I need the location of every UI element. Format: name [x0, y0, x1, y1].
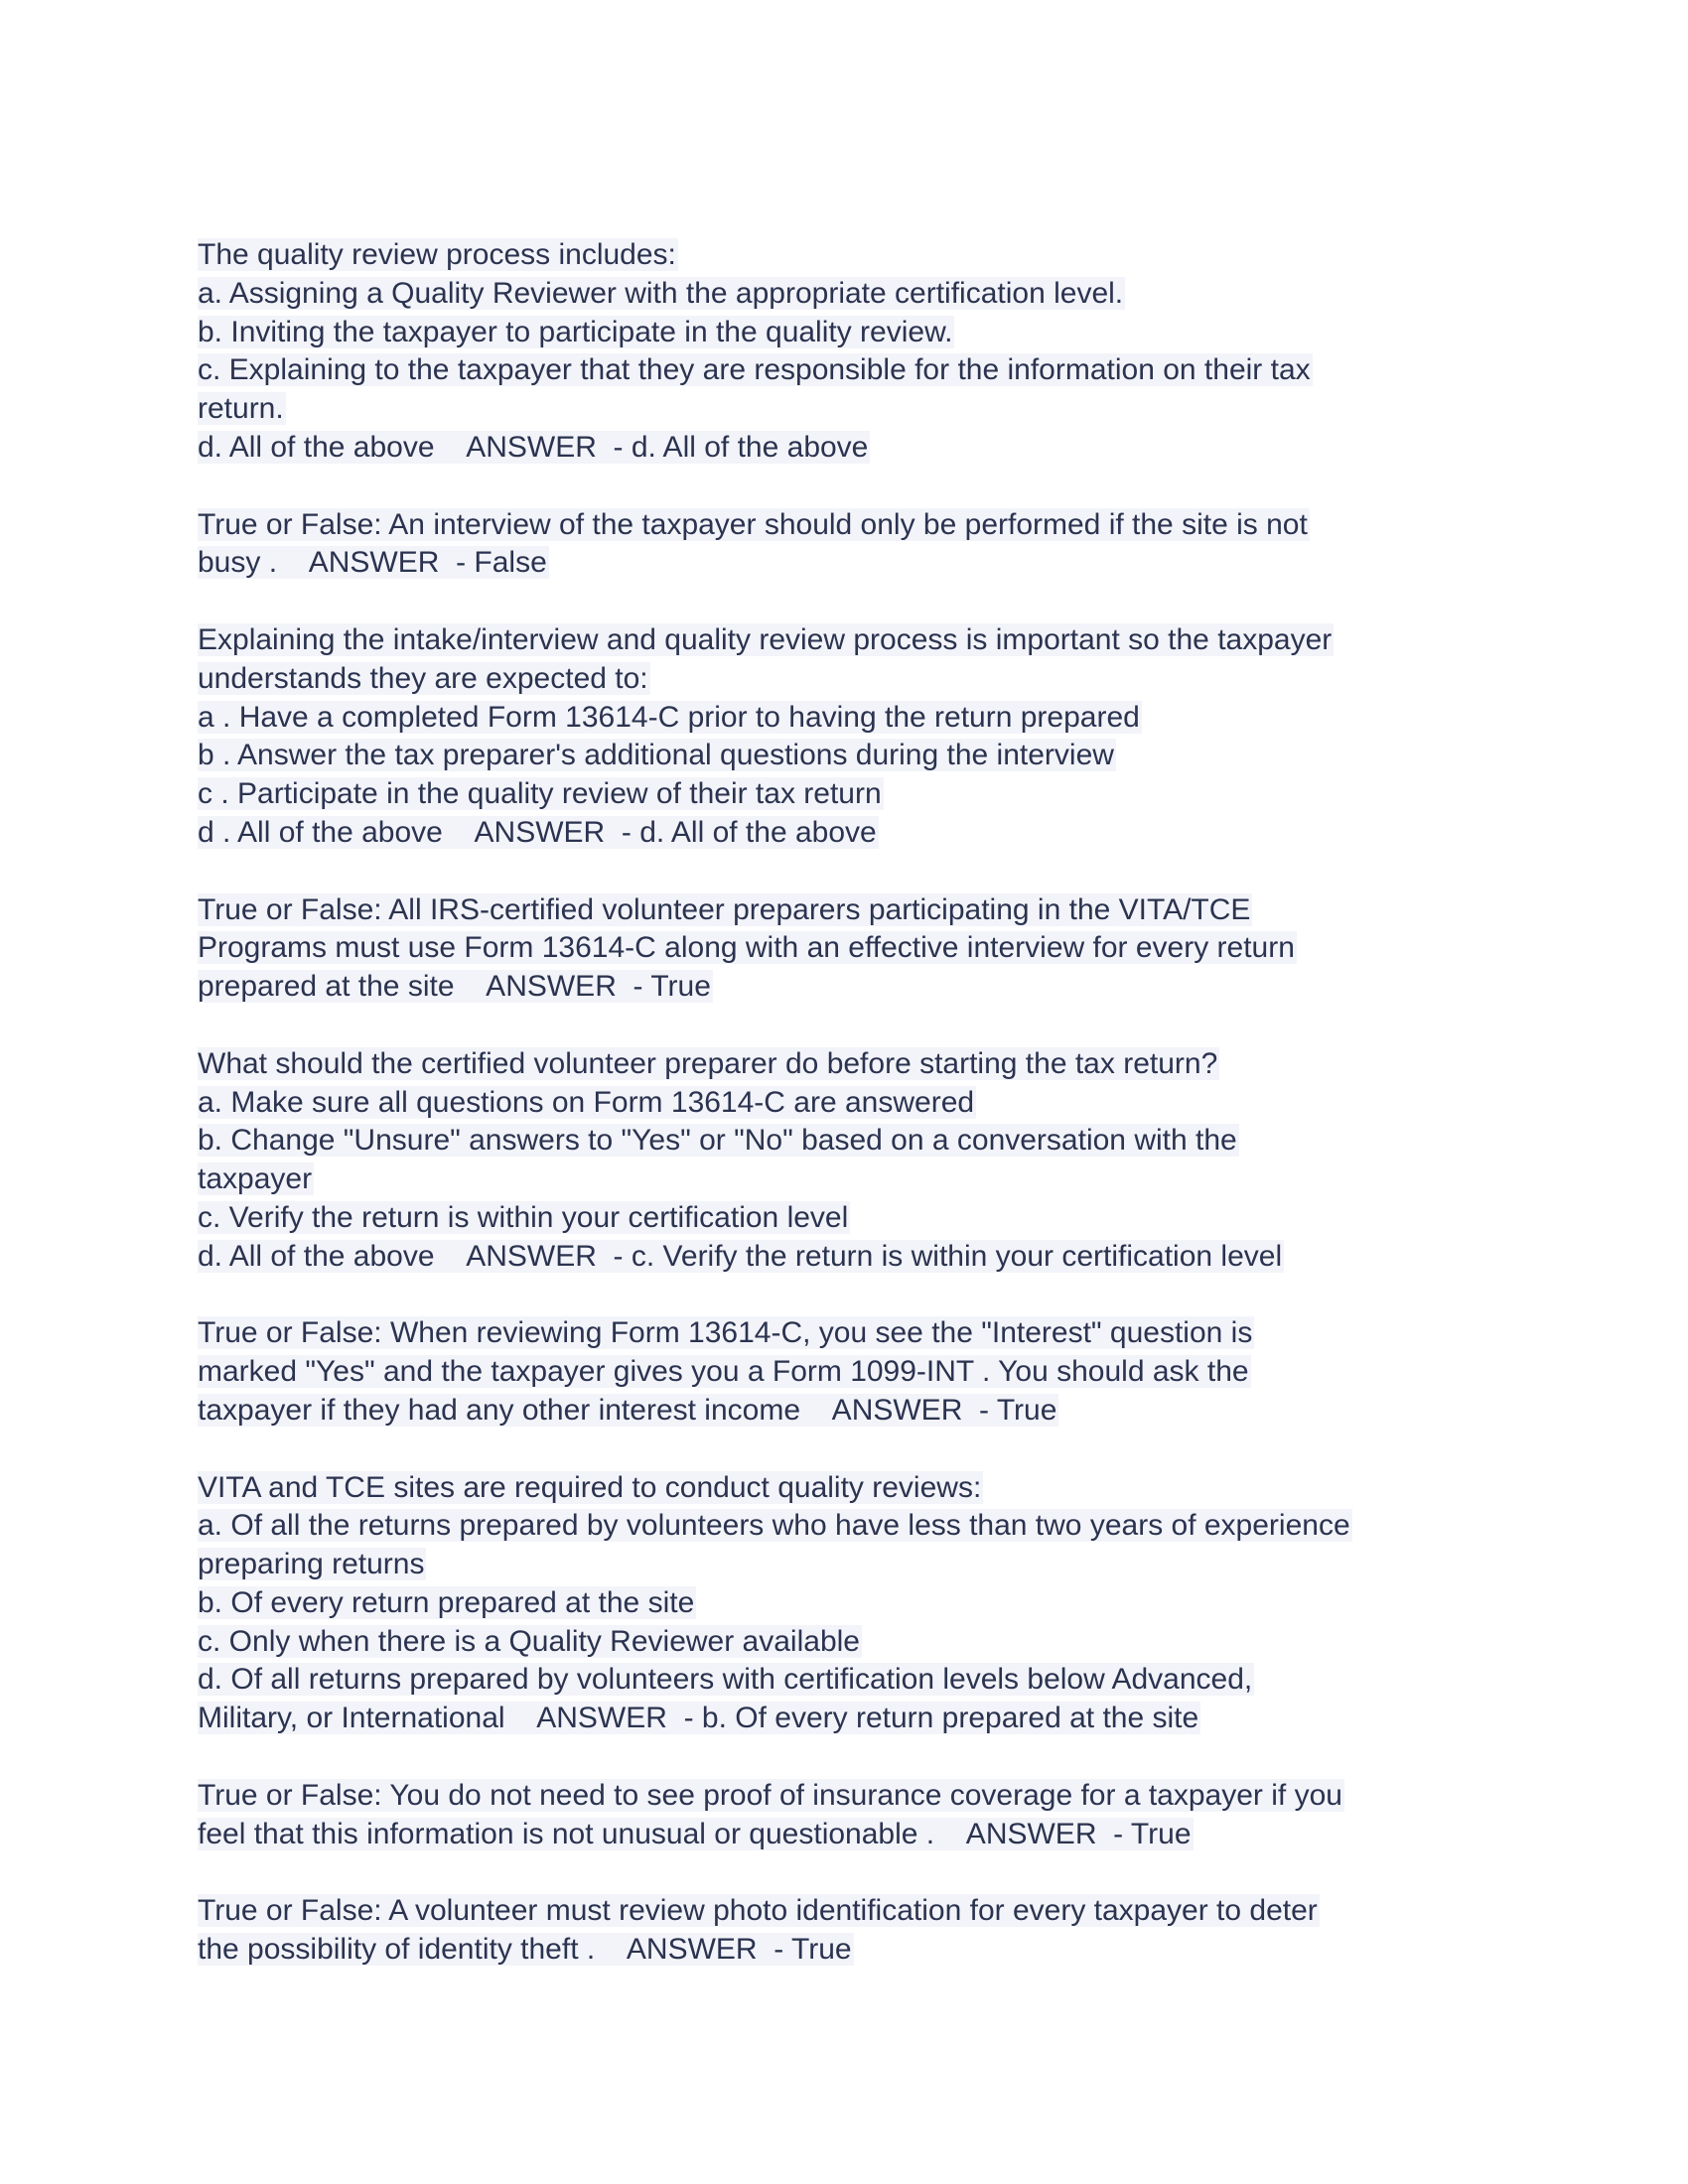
text-line [198, 1238, 1508, 1277]
text-line [198, 814, 1508, 853]
highlighted-text: True or False: All IRS-certified volunteer preparers participating in the VITA/TCE [198, 892, 1251, 926]
text-line [198, 660, 1508, 699]
text-line [198, 351, 1508, 390]
highlighted-text: d. All of the above ANSWER - d. All of the above [198, 430, 869, 464]
text-line [198, 1045, 1508, 1084]
text-line [198, 929, 1508, 968]
highlighted-text: busy . ANSWER - False [198, 546, 547, 580]
highlighted-text: c. Explaining to the taxpayer that they are responsible for the information on their tax [198, 353, 1311, 387]
highlighted-text: d. All of the above ANSWER - c. Verify the return is within your certification level [198, 1239, 1283, 1273]
highlighted-text: b . Answer the tax preparer's additional questions during the interview [198, 739, 1114, 772]
text-line [198, 1584, 1508, 1623]
text-line [198, 1661, 1508, 1700]
text-line [198, 1160, 1508, 1199]
text-line [198, 621, 1508, 660]
text-line [198, 1777, 1508, 1816]
highlighted-text: prepared at the site ANSWER - True [198, 970, 711, 1004]
highlighted-text: d . All of the above ANSWER - d. All of the above [198, 815, 877, 849]
highlighted-text: The quality review process includes: [198, 238, 676, 271]
highlighted-text: a. Of all the returns prepared by volunteers who have less than two years of experience [198, 1509, 1350, 1543]
text-line [198, 1392, 1508, 1431]
highlighted-text: b. Of every return prepared at the site [198, 1585, 695, 1619]
text-line [198, 1700, 1508, 1738]
highlighted-text: understands they are expected to: [198, 661, 648, 695]
text-line [198, 1816, 1508, 1854]
question-block [198, 1469, 1508, 1739]
highlighted-text: Explaining the intake/interview and quality review process is important so the taxpayer [198, 622, 1333, 656]
text-line [198, 275, 1508, 314]
highlighted-text: the possibility of identity theft . ANSWER - True [198, 1933, 852, 1967]
highlighted-text: True or False: When reviewing Form 13614-C, you see the "Interest" question is [198, 1316, 1253, 1350]
text-line [198, 1199, 1508, 1238]
highlighted-text: c . Participate in the quality review of their tax return [198, 777, 882, 811]
highlighted-text: return. [198, 392, 284, 426]
text-line [198, 1546, 1508, 1584]
text-line [198, 1469, 1508, 1508]
question-block [198, 506, 1508, 584]
text-line [198, 314, 1508, 352]
document-body [198, 236, 1508, 2008]
text-line [198, 891, 1508, 930]
highlighted-text: c. Verify the return is within your certification level [198, 1200, 849, 1234]
text-line [198, 1084, 1508, 1123]
highlighted-text: b. Inviting the taxpayer to participate in the quality review. [198, 315, 953, 348]
question-block [198, 891, 1508, 1007]
text-line [198, 429, 1508, 468]
text-line [198, 1353, 1508, 1392]
question-block [198, 1314, 1508, 1430]
highlighted-text: a. Assigning a Quality Reviewer with the appropriate certification level. [198, 276, 1124, 310]
text-line [198, 1892, 1508, 1931]
text-line [198, 506, 1508, 545]
highlighted-text: taxpayer if they had any other interest income ANSWER - True [198, 1393, 1057, 1427]
highlighted-text: VITA and TCE sites are required to conduct quality reviews: [198, 1470, 982, 1504]
highlighted-text: What should the certified volunteer preparer do before starting the tax return? [198, 1046, 1218, 1080]
highlighted-text: Military, or International ANSWER - b. Of every return prepared at the site [198, 1702, 1199, 1735]
highlighted-text: d. Of all returns prepared by volunteers with certification levels below Advanced, [198, 1663, 1253, 1697]
text-line [198, 1314, 1508, 1353]
question-block [198, 236, 1508, 468]
text-line [198, 1931, 1508, 1970]
highlighted-text: taxpayer [198, 1162, 313, 1196]
highlighted-text: True or False: You do not need to see proof of insurance coverage for a taxpayer if you [198, 1778, 1342, 1812]
text-line [198, 390, 1508, 429]
highlighted-text: marked "Yes" and the taxpayer gives you a Form 1099-INT . You should ask the [198, 1355, 1249, 1389]
highlighted-text: True or False: A volunteer must review photo identification for every taxpayer to deter [198, 1894, 1318, 1928]
highlighted-text: preparing returns [198, 1548, 425, 1581]
question-block [198, 621, 1508, 853]
highlighted-text: a. Make sure all questions on Form 13614-C are answered [198, 1085, 975, 1119]
text-line [198, 1122, 1508, 1160]
text-line [198, 775, 1508, 814]
text-line [198, 1507, 1508, 1546]
highlighted-text: b. Change "Unsure" answers to "Yes" or "No" based on a conversation with the [198, 1124, 1237, 1158]
highlighted-text: True or False: An interview of the taxpayer should only be performed if the site is not [198, 507, 1308, 541]
text-line [198, 236, 1508, 275]
text-line [198, 737, 1508, 775]
question-block [198, 1777, 1508, 1854]
highlighted-text: Programs must use Form 13614-C along with an effective interview for every return [198, 931, 1295, 965]
question-block [198, 1892, 1508, 1970]
text-line [198, 1623, 1508, 1662]
text-line [198, 699, 1508, 738]
highlighted-text: a . Have a completed Form 13614-C prior to having the return prepared [198, 700, 1140, 734]
highlighted-text: c. Only when there is a Quality Reviewer available [198, 1624, 860, 1658]
text-line [198, 968, 1508, 1007]
highlighted-text: feel that this information is not unusual or questionable . ANSWER - True [198, 1817, 1192, 1850]
question-block [198, 1045, 1508, 1277]
text-line [198, 544, 1508, 583]
